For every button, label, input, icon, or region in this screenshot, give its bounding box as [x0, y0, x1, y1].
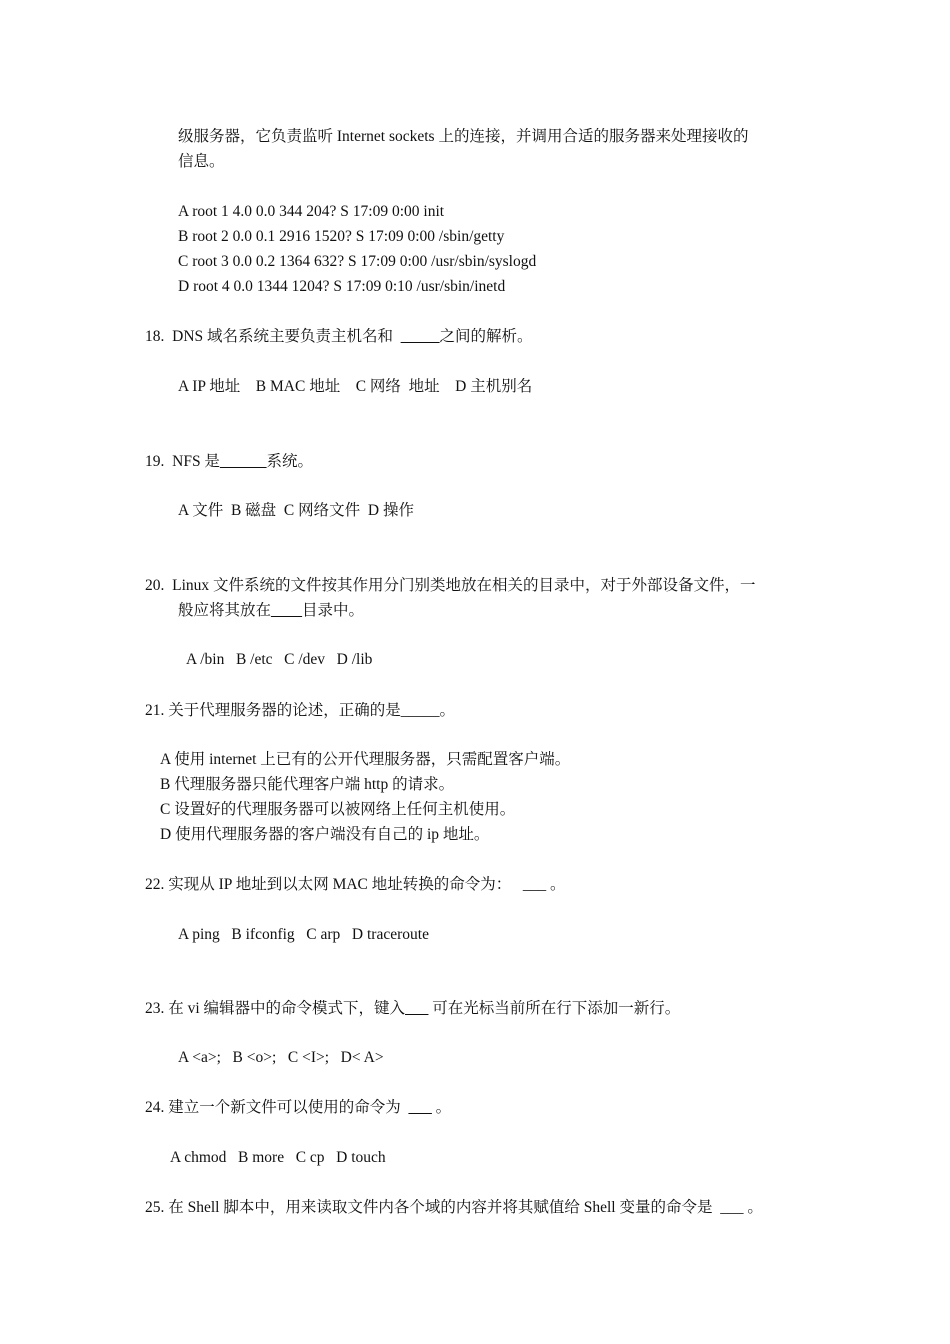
- q18-stem-post: 之间的解析。: [439, 328, 533, 345]
- q20-options: A /bin B /etc C /dev D /lib: [186, 651, 373, 668]
- q20-stem-line2: [178, 601, 364, 621]
- q17-option-a: A root 1 4.0 0.0 344 204? S 17:09 0:00 init: [178, 203, 445, 220]
- q23-blank: ___: [405, 1000, 429, 1017]
- q20-stem-pre: 般应将其放在: [178, 602, 272, 619]
- q25-stem: 25. 在 Shell 脚本中，用来读取文件内各个域的内容并将其赋值给 Shell 变量的命令是 ___ 。: [145, 1199, 763, 1216]
- q20-stem-line1: 20. Linux 文件系统的文件按其作用分门别类地放在相关的目录中，对于外部设备文件，一: [145, 577, 756, 594]
- q24-blank: ___: [408, 1099, 432, 1116]
- q24-stem-pre: 24. 建立一个新文件可以使用的命令为: [145, 1099, 409, 1116]
- q18-options: A IP 地址 B MAC 地址 C 网络 地址 D 主机别名: [178, 378, 533, 395]
- q20-blank: ____: [271, 602, 303, 619]
- q24-options: A chmod B more C cp D touch: [170, 1149, 386, 1166]
- q18-stem-pre: 18. DNS 域名系统主要负责主机名和: [145, 328, 401, 345]
- q19-stem: [145, 452, 313, 472]
- q23-stem-post: 可在光标当前所在行下添加一新行。: [428, 1000, 681, 1017]
- q17-text-line1: 级服务器，它负责监听 Internet sockets 上的连接，并调用合适的服务器来处理接收的: [178, 128, 749, 145]
- q21-option-d: D 使用代理服务器的客户端没有自己的 ip 地址。: [160, 826, 490, 843]
- q23-options: A <a>; B <o>; C <I>; D< A>: [178, 1049, 384, 1066]
- q23-stem-pre: 23. 在 vi 编辑器中的命令模式下，键入: [145, 1000, 406, 1017]
- q17-text-line2: 信息。: [178, 153, 225, 170]
- q21-option-b: B 代理服务器只能代理客户端 http 的请求。: [160, 776, 455, 793]
- q19-stem-pre: 19. NFS 是: [145, 453, 220, 470]
- q17-option-b: B root 2 0.0 0.1 2916 1520? S 17:09 0:00 /sbin/getty: [178, 228, 505, 245]
- q23-stem: [145, 999, 680, 1019]
- q20-stem-post: 目录中。: [302, 602, 365, 619]
- q24-stem: [145, 1098, 451, 1118]
- q19-blank: ______: [219, 453, 267, 470]
- q22-options: A ping B ifconfig C arp D traceroute: [178, 926, 429, 943]
- q18-blank: _____: [400, 328, 440, 345]
- q17-option-d: D root 4 0.0 1344 1204? S 17:09 0:10 /usr/sbin/inetd: [178, 278, 506, 295]
- q21-stem: 21. 关于代理服务器的论述，正确的是_____。: [145, 702, 456, 719]
- q24-stem-post: 。: [431, 1099, 452, 1116]
- q17-option-c: C root 3 0.0 0.2 1364 632? S 17:09 0:00 /usr/sbin/syslogd: [178, 253, 537, 270]
- q18-stem: [145, 327, 533, 347]
- q22-stem: 22. 实现从 IP 地址到以太网 MAC 地址转换的命令为： ___ 。: [145, 876, 566, 893]
- q21-option-a: A 使用 internet 上已有的公开代理服务器，只需配置客户端。: [160, 751, 571, 768]
- q21-option-c: C 设置好的代理服务器可以被网络上任何主机使用。: [160, 801, 516, 818]
- q19-options: A 文件 B 磁盘 C 网络文件 D 操作: [178, 502, 414, 519]
- q19-stem-post: 系统。: [266, 453, 313, 470]
